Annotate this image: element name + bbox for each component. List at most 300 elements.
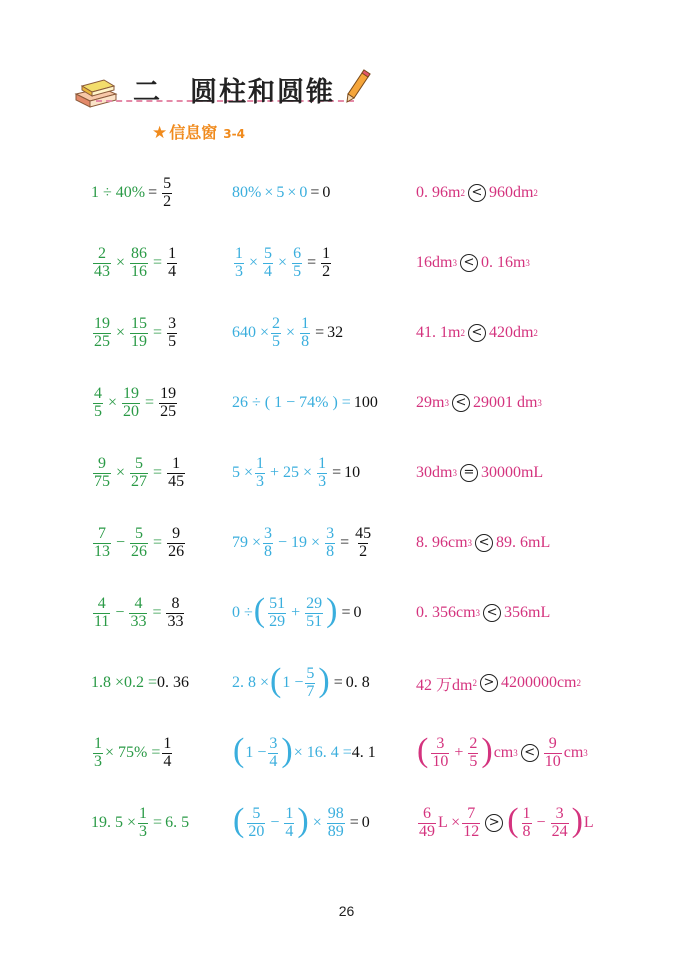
math-token: 4 [134, 594, 143, 612]
math-token: 89. 6mL [496, 534, 551, 551]
fraction [317, 456, 327, 491]
math-token: 3 [264, 524, 273, 542]
math-token: 12 [463, 822, 480, 840]
math-token: 8 [326, 542, 335, 560]
math-token: − [115, 604, 125, 621]
math-token: 4. 1 [351, 744, 376, 761]
fraction [159, 386, 177, 421]
math-token: = [341, 604, 351, 621]
problem-col3 [416, 233, 530, 293]
fraction [130, 246, 148, 281]
math-token: 5 [94, 402, 102, 420]
math-token: 2 [460, 328, 465, 338]
math-token: × [287, 184, 297, 201]
math-token: 9 [548, 734, 557, 752]
math-token: = [153, 254, 163, 271]
problem-col3 [416, 513, 550, 573]
problem-col3 [416, 583, 550, 643]
fraction [327, 806, 345, 841]
fraction [544, 736, 562, 771]
problem-col2 [232, 723, 376, 783]
fraction [93, 736, 103, 771]
math-token: 5 [264, 244, 273, 262]
math-token: 25 [160, 402, 177, 420]
fraction [263, 526, 273, 561]
fraction [325, 526, 335, 561]
problem-col1 [91, 303, 179, 363]
comparison-circle: > [480, 674, 498, 692]
math-token: 5 [306, 664, 315, 682]
problem-row [0, 653, 693, 713]
fraction [93, 456, 111, 491]
problem-col3 [416, 373, 542, 433]
math-token: 0. 356cm [416, 604, 476, 621]
math-token: 5 [163, 174, 172, 192]
fraction [268, 596, 286, 631]
math-token: 5 [135, 454, 144, 472]
comparison-circle: = [460, 464, 478, 482]
fraction [354, 526, 372, 561]
fraction [263, 246, 273, 281]
math-token: 19 [131, 332, 148, 350]
math-token: 43 [94, 262, 110, 280]
math-token: 3 [555, 804, 564, 822]
math-token: 2 [322, 262, 331, 280]
problem-col1 [91, 443, 187, 503]
math-token: L [583, 814, 594, 831]
problem-col1 [91, 163, 174, 223]
parenthesis: ) [281, 732, 293, 769]
math-token: 20 [123, 402, 140, 420]
math-token: 45 [168, 472, 185, 490]
problem-row [0, 373, 693, 433]
fraction [138, 806, 148, 841]
math-token: 4 [94, 384, 102, 402]
math-token: 9 [98, 454, 106, 472]
math-token: = [333, 674, 343, 691]
math-token: cm [493, 744, 514, 761]
math-token: 1 ÷ 40% [91, 184, 146, 201]
math-token: 16 [131, 262, 148, 280]
chapter-number: 二 [133, 77, 160, 108]
fraction [300, 316, 310, 351]
math-token: 5 [252, 804, 261, 822]
math-token: 0 [299, 184, 308, 201]
math-token: 2 [359, 542, 368, 560]
math-token: 3 [444, 398, 449, 408]
math-token: 3 [583, 748, 588, 758]
fraction [284, 806, 294, 841]
math-token: 2 [472, 678, 477, 688]
math-token: 30dm [416, 464, 453, 481]
problem-row [0, 233, 693, 293]
math-token: 89 [327, 822, 344, 840]
math-token: 0. 8 [345, 674, 370, 691]
math-token: − [270, 814, 280, 831]
math-token: 79 × [232, 534, 262, 551]
problem-col1 [91, 233, 179, 293]
math-token: 19 [123, 384, 140, 402]
math-token: 19 [160, 384, 177, 402]
math-token: 7 [98, 524, 106, 542]
math-token: 1 [256, 454, 265, 472]
math-token: 0. 16m [480, 254, 526, 271]
math-token: 1.8 ×0.2 = [91, 674, 158, 691]
math-token: 86 [131, 244, 148, 262]
math-token: 4 [97, 594, 106, 612]
fraction [305, 596, 323, 631]
math-token: 4 [168, 262, 177, 280]
parenthesis: ) [318, 662, 330, 699]
math-token: 1 [235, 244, 243, 262]
math-token: 33 [130, 612, 147, 630]
math-token: + 25 × [270, 464, 313, 481]
math-token: 3 [513, 748, 518, 758]
math-token: 42 万dm [416, 676, 473, 694]
math-token: 2 [460, 188, 465, 198]
math-token: 960dm [488, 184, 534, 201]
math-token: 0. 36 [157, 674, 190, 691]
math-token: 0 ÷ [232, 604, 253, 621]
math-token: = [152, 604, 162, 621]
math-token: 19. 5 × [91, 814, 137, 831]
problem-col2 [232, 793, 370, 853]
math-token: 5 × [232, 464, 254, 481]
problem-row [0, 163, 693, 223]
fraction [166, 596, 184, 631]
parenthesis: ) [571, 802, 583, 839]
math-token: 1 [285, 804, 294, 822]
math-token: 7 [467, 804, 476, 822]
problem-col2 [232, 443, 360, 503]
fraction [130, 316, 148, 351]
fraction [255, 456, 265, 491]
comparison-circle: < [460, 254, 478, 272]
parenthesis: ( [417, 732, 429, 769]
math-token: 11 [94, 612, 110, 630]
math-token: 15 [131, 314, 148, 332]
fraction [93, 596, 110, 631]
math-token: = [310, 184, 320, 201]
math-token: 24 [551, 822, 568, 840]
math-token: 0. 96m [416, 184, 461, 201]
math-token: 49 [419, 822, 435, 840]
math-token: 2 [469, 734, 478, 752]
problem-col3 [416, 793, 594, 853]
fraction [431, 736, 449, 771]
fraction [122, 386, 140, 421]
fraction [93, 316, 111, 351]
info-label: 信息窗 [169, 123, 218, 142]
math-token: 1 [168, 244, 177, 262]
math-token: 8. 96cm [416, 534, 468, 551]
math-token: 80% [232, 184, 262, 201]
math-token: 6. 5 [165, 814, 190, 831]
comparison-circle: < [468, 324, 486, 342]
math-token: 9 [172, 524, 181, 542]
math-token: 1 [139, 804, 148, 822]
math-token: 29 [306, 594, 323, 612]
info-code: 3-4 [223, 127, 245, 141]
comparison-circle: < [452, 394, 470, 412]
math-token: 29 [269, 612, 286, 630]
math-token: 16dm [416, 254, 453, 271]
math-token: 19 [94, 314, 110, 332]
math-token: 26 ÷ ( 1 − 74% ) = [232, 394, 351, 411]
parenthesis: ) [481, 732, 493, 769]
math-token: 45 [355, 524, 372, 542]
math-token: 5 [135, 524, 144, 542]
math-token: 7 [306, 682, 315, 700]
problem-col2 [232, 653, 370, 713]
fraction [167, 316, 177, 351]
math-token: 5 [276, 184, 285, 201]
math-token: × [264, 184, 274, 201]
math-token: = [315, 324, 325, 341]
fraction [167, 456, 185, 491]
math-token: 4200000cm [500, 674, 577, 691]
math-token: − 19 × [278, 534, 321, 551]
comparison-circle: < [521, 744, 539, 762]
problem-row [0, 723, 693, 783]
problem-col2 [232, 513, 374, 573]
math-token: = [332, 464, 342, 481]
math-token: 5 [293, 262, 302, 280]
problem-col3 [416, 653, 581, 713]
math-token: 2 [163, 192, 172, 210]
problem-row [0, 583, 693, 643]
math-token: 51 [306, 612, 323, 630]
parenthesis: ( [270, 662, 282, 699]
math-token: × [312, 814, 322, 831]
fraction [167, 526, 185, 561]
math-token: 30000mL [480, 464, 544, 481]
math-token: 51 [269, 594, 286, 612]
math-token: × [116, 324, 126, 341]
math-token: 4 [269, 752, 278, 770]
fraction [129, 596, 147, 631]
math-token: 10 [432, 752, 449, 770]
math-token: 4 [163, 752, 172, 770]
math-token: 29001 dm [472, 394, 538, 411]
math-token: 2 [272, 314, 281, 332]
fraction [292, 246, 302, 281]
math-token: 1 − [282, 674, 304, 691]
math-token: 32 [327, 324, 344, 341]
problem-col1 [91, 793, 189, 853]
math-token: = [153, 324, 163, 341]
math-token: 4 [264, 262, 273, 280]
fraction [234, 246, 244, 281]
chapter-title: 圆柱和圆锥 [190, 77, 335, 108]
problem-col2 [232, 373, 378, 433]
math-token: 640 × [232, 324, 270, 341]
math-token: 41. 1m [416, 324, 461, 341]
info-window-label [152, 120, 245, 143]
math-token: 2 [533, 188, 538, 198]
math-token: 3 [256, 472, 265, 490]
math-token: × [249, 254, 259, 271]
parenthesis: ) [326, 592, 338, 629]
math-token: 4 [285, 822, 294, 840]
math-token: 29m [416, 394, 445, 411]
math-token: 8 [171, 594, 180, 612]
math-token: 1 − [245, 744, 267, 761]
math-token: 1 [522, 804, 531, 822]
math-token: 1 [301, 314, 310, 332]
math-token: = [307, 254, 317, 271]
problem-row [0, 443, 693, 503]
parenthesis: ( [253, 592, 266, 629]
parenthesis: ( [233, 802, 245, 839]
fraction [247, 806, 265, 841]
fraction [130, 526, 148, 561]
problem-col2 [232, 163, 330, 223]
math-token: cm [563, 744, 584, 761]
math-token: 1 [94, 734, 102, 752]
math-token: + [291, 604, 301, 621]
math-token: = [153, 814, 163, 831]
fraction [130, 456, 148, 491]
math-token: 10 [344, 464, 361, 481]
math-token: 26 [168, 542, 185, 560]
math-token: 13 [94, 542, 110, 560]
math-token: 5 [272, 332, 281, 350]
problem-col1 [91, 723, 174, 783]
parenthesis: ) [297, 802, 309, 839]
problem-col2 [232, 583, 362, 643]
fraction [551, 806, 569, 841]
math-token: 0 [353, 604, 362, 621]
math-token: = [153, 464, 163, 481]
math-token: 3 [326, 524, 335, 542]
math-token: 3 [537, 398, 542, 408]
math-token: 25 [94, 332, 110, 350]
problem-col1 [91, 513, 187, 573]
math-token: 3 [269, 734, 278, 752]
problem-col2 [232, 233, 333, 293]
math-token: × [286, 324, 296, 341]
math-token: 27 [131, 472, 148, 490]
problem-col3 [416, 723, 588, 783]
math-token: 0 [322, 184, 331, 201]
books-icon [72, 76, 120, 110]
fraction [93, 386, 103, 421]
math-token: 5 [168, 332, 177, 350]
parenthesis: ( [507, 802, 519, 839]
fraction [93, 526, 111, 561]
math-token: 98 [327, 804, 344, 822]
fraction [522, 806, 532, 841]
star-icon: ★ [152, 123, 168, 143]
math-token: 1 [172, 454, 181, 472]
math-token: 2. 8 × [232, 674, 270, 691]
pencil-icon [344, 68, 372, 104]
fraction [321, 246, 331, 281]
math-token: 6 [293, 244, 302, 262]
math-token: × 75% = [105, 744, 161, 761]
math-token: 1 [322, 244, 331, 262]
math-token: 8 [301, 332, 310, 350]
math-token: 3 [452, 468, 457, 478]
page-number: 26 [338, 903, 355, 919]
math-token: × 16. 4 = [293, 744, 352, 761]
math-token: 3 [475, 608, 481, 618]
problem-row [0, 793, 693, 853]
math-token: 3 [525, 258, 530, 268]
fraction [271, 316, 281, 351]
math-token: = [148, 184, 158, 201]
comparison-circle: < [475, 534, 493, 552]
math-token: × [108, 394, 118, 411]
problem-col1 [91, 583, 186, 643]
comparison-circle: < [483, 604, 501, 622]
math-token: 20 [248, 822, 265, 840]
math-token: 356mL [504, 604, 551, 621]
problem-col3 [416, 163, 538, 223]
math-token: × [278, 254, 288, 271]
fraction [167, 246, 177, 281]
problem-col3 [416, 303, 538, 363]
math-token: 3 [235, 262, 243, 280]
fraction [268, 736, 278, 771]
math-token: 1 [318, 454, 327, 472]
math-token: − [116, 534, 126, 551]
problem-row [0, 303, 693, 363]
math-token: 75 [94, 472, 110, 490]
math-token: 2 [98, 244, 106, 262]
fraction [162, 736, 172, 771]
math-token: 0 [361, 814, 370, 831]
problem-col1 [91, 653, 189, 713]
fraction [93, 246, 111, 281]
problem-col1 [91, 373, 179, 433]
math-token: 3 [318, 472, 327, 490]
math-token: = [349, 814, 359, 831]
math-token: 10 [544, 752, 561, 770]
math-token: 3 [452, 258, 457, 268]
math-token: = [340, 534, 350, 551]
math-token: 33 [167, 612, 184, 630]
fraction [468, 736, 478, 771]
problem-col3 [416, 443, 543, 503]
math-token: 2 [533, 328, 538, 338]
math-token: 2 [576, 678, 581, 688]
math-token: 3 [168, 314, 177, 332]
math-token: 8 [264, 542, 273, 560]
problem-col2 [232, 303, 343, 363]
math-token: = [145, 394, 155, 411]
math-token: = [153, 534, 163, 551]
math-token: × [116, 254, 126, 271]
fraction [162, 176, 172, 211]
math-token: × [116, 464, 126, 481]
math-token: 3 [139, 822, 148, 840]
fraction [305, 666, 315, 701]
math-token: + [454, 744, 464, 761]
fraction [462, 806, 480, 841]
math-token: 3 [436, 734, 445, 752]
problem-row [0, 513, 693, 573]
math-token: 8 [522, 822, 531, 840]
math-token: 420dm [488, 324, 534, 341]
fraction [418, 806, 436, 841]
math-token: 5 [469, 752, 478, 770]
math-token: L × [438, 814, 461, 831]
parenthesis: ( [233, 732, 245, 769]
math-token: 3 [467, 538, 473, 548]
math-token: − [536, 814, 546, 831]
